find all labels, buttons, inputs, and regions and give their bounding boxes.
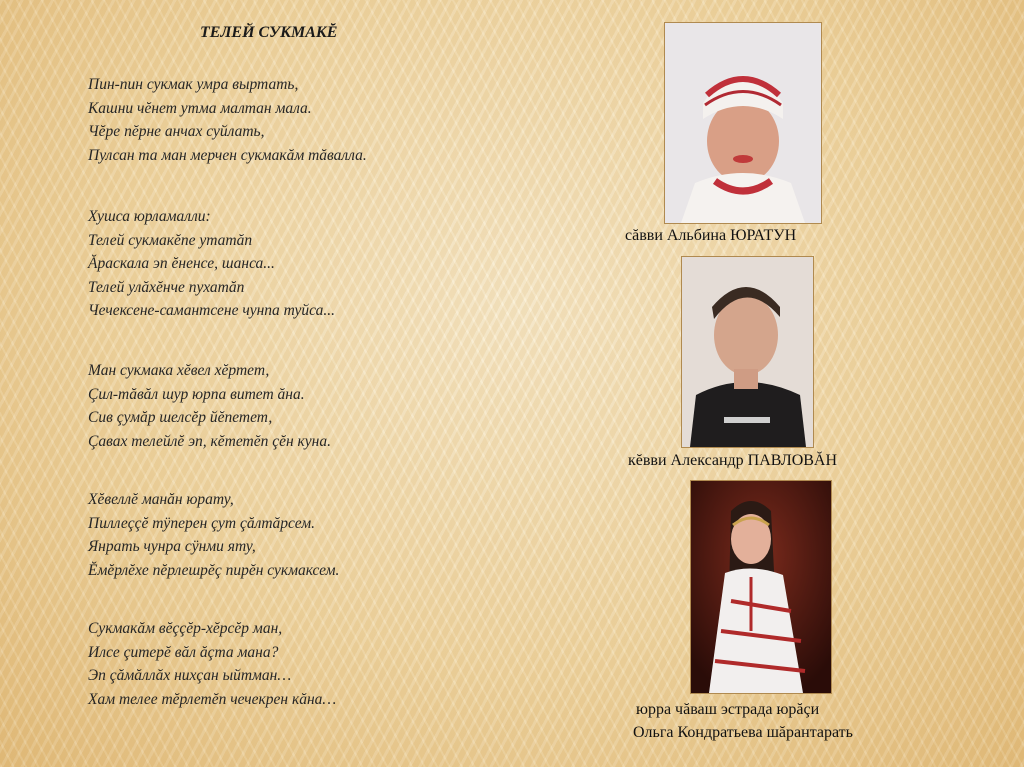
poem-stanza-4	[88, 488, 339, 582]
poem-line: Пиллеççĕ тÿперен çут çăлтăрсем.	[88, 514, 315, 532]
poem-line: Илсе çитерĕ вăл ăçта мана?	[88, 643, 279, 661]
author-photo-olga	[690, 480, 832, 694]
poem-stanza-2	[88, 205, 335, 323]
author-photo-alexander	[681, 256, 814, 448]
author-caption-singer-line1: юрра чăваш эстрада юрăçи	[636, 701, 820, 718]
poem-line: Кашни чĕнет утма малтан мала.	[88, 99, 312, 117]
poem-line: Пулсан та ман мерчен сукмакăм тăвалла.	[88, 146, 367, 164]
poem-line: Ăраскала эп ĕненсе, шанса...	[88, 255, 275, 272]
poem-line: Пин-пин сукмак умра выртать,	[88, 76, 299, 93]
author-caption-music: кĕвви Александр ПАВЛОВĂН	[628, 452, 838, 469]
poem-line: Эп çăмăллăх нихçан ыйтман…	[88, 667, 292, 684]
poem-line: Ĕмĕрлĕхе пĕрлешрĕç пирĕн сукмаксем.	[88, 561, 340, 579]
poem-line: Янрать чунра сÿнми яту,	[88, 538, 256, 555]
poem-line: Хам телее тĕрлетĕп чечекрен кăна…	[88, 690, 337, 708]
poem-title: ТЕЛЕЙ СУКМАКĔ	[200, 24, 338, 41]
author-caption-lyrics: сăвви Альбина ЮРАТУН	[625, 227, 797, 244]
poem-stanza-5	[88, 617, 336, 711]
poem-stanza-3	[88, 359, 331, 453]
poem-line: Чĕре пĕрне анчах суйлать,	[88, 123, 265, 140]
poem-line: Ман сукмака хĕвел хĕртет,	[88, 362, 270, 379]
poem-line: Хĕвеллĕ манăн юрату,	[88, 491, 234, 508]
poem-line: Çил-тăвăл шур юрпа витет ăна.	[88, 385, 305, 403]
poem-line: Сив çумăр шелсĕр йĕпетет,	[88, 409, 273, 426]
poem-line: Чечексене-самантсене чунпа туйса...	[88, 302, 335, 319]
author-photo-albina	[664, 22, 822, 224]
poem-line: Çавах телейлĕ эп, кĕтетĕп çĕн куна.	[88, 432, 331, 450]
poem-line: Телей улăхĕнче пухатăп	[88, 278, 245, 296]
poem-line: Сукмакăм вĕççĕр-хĕрсĕр ман,	[88, 620, 283, 637]
poem-line: Телей сукмакĕпе утатăп	[88, 231, 253, 249]
poem-line: Хушса юрламалли:	[88, 208, 211, 225]
author-caption-singer-line2: Ольга Кондратьева шăрантарать	[633, 724, 853, 741]
poem-stanza-1	[88, 73, 367, 167]
